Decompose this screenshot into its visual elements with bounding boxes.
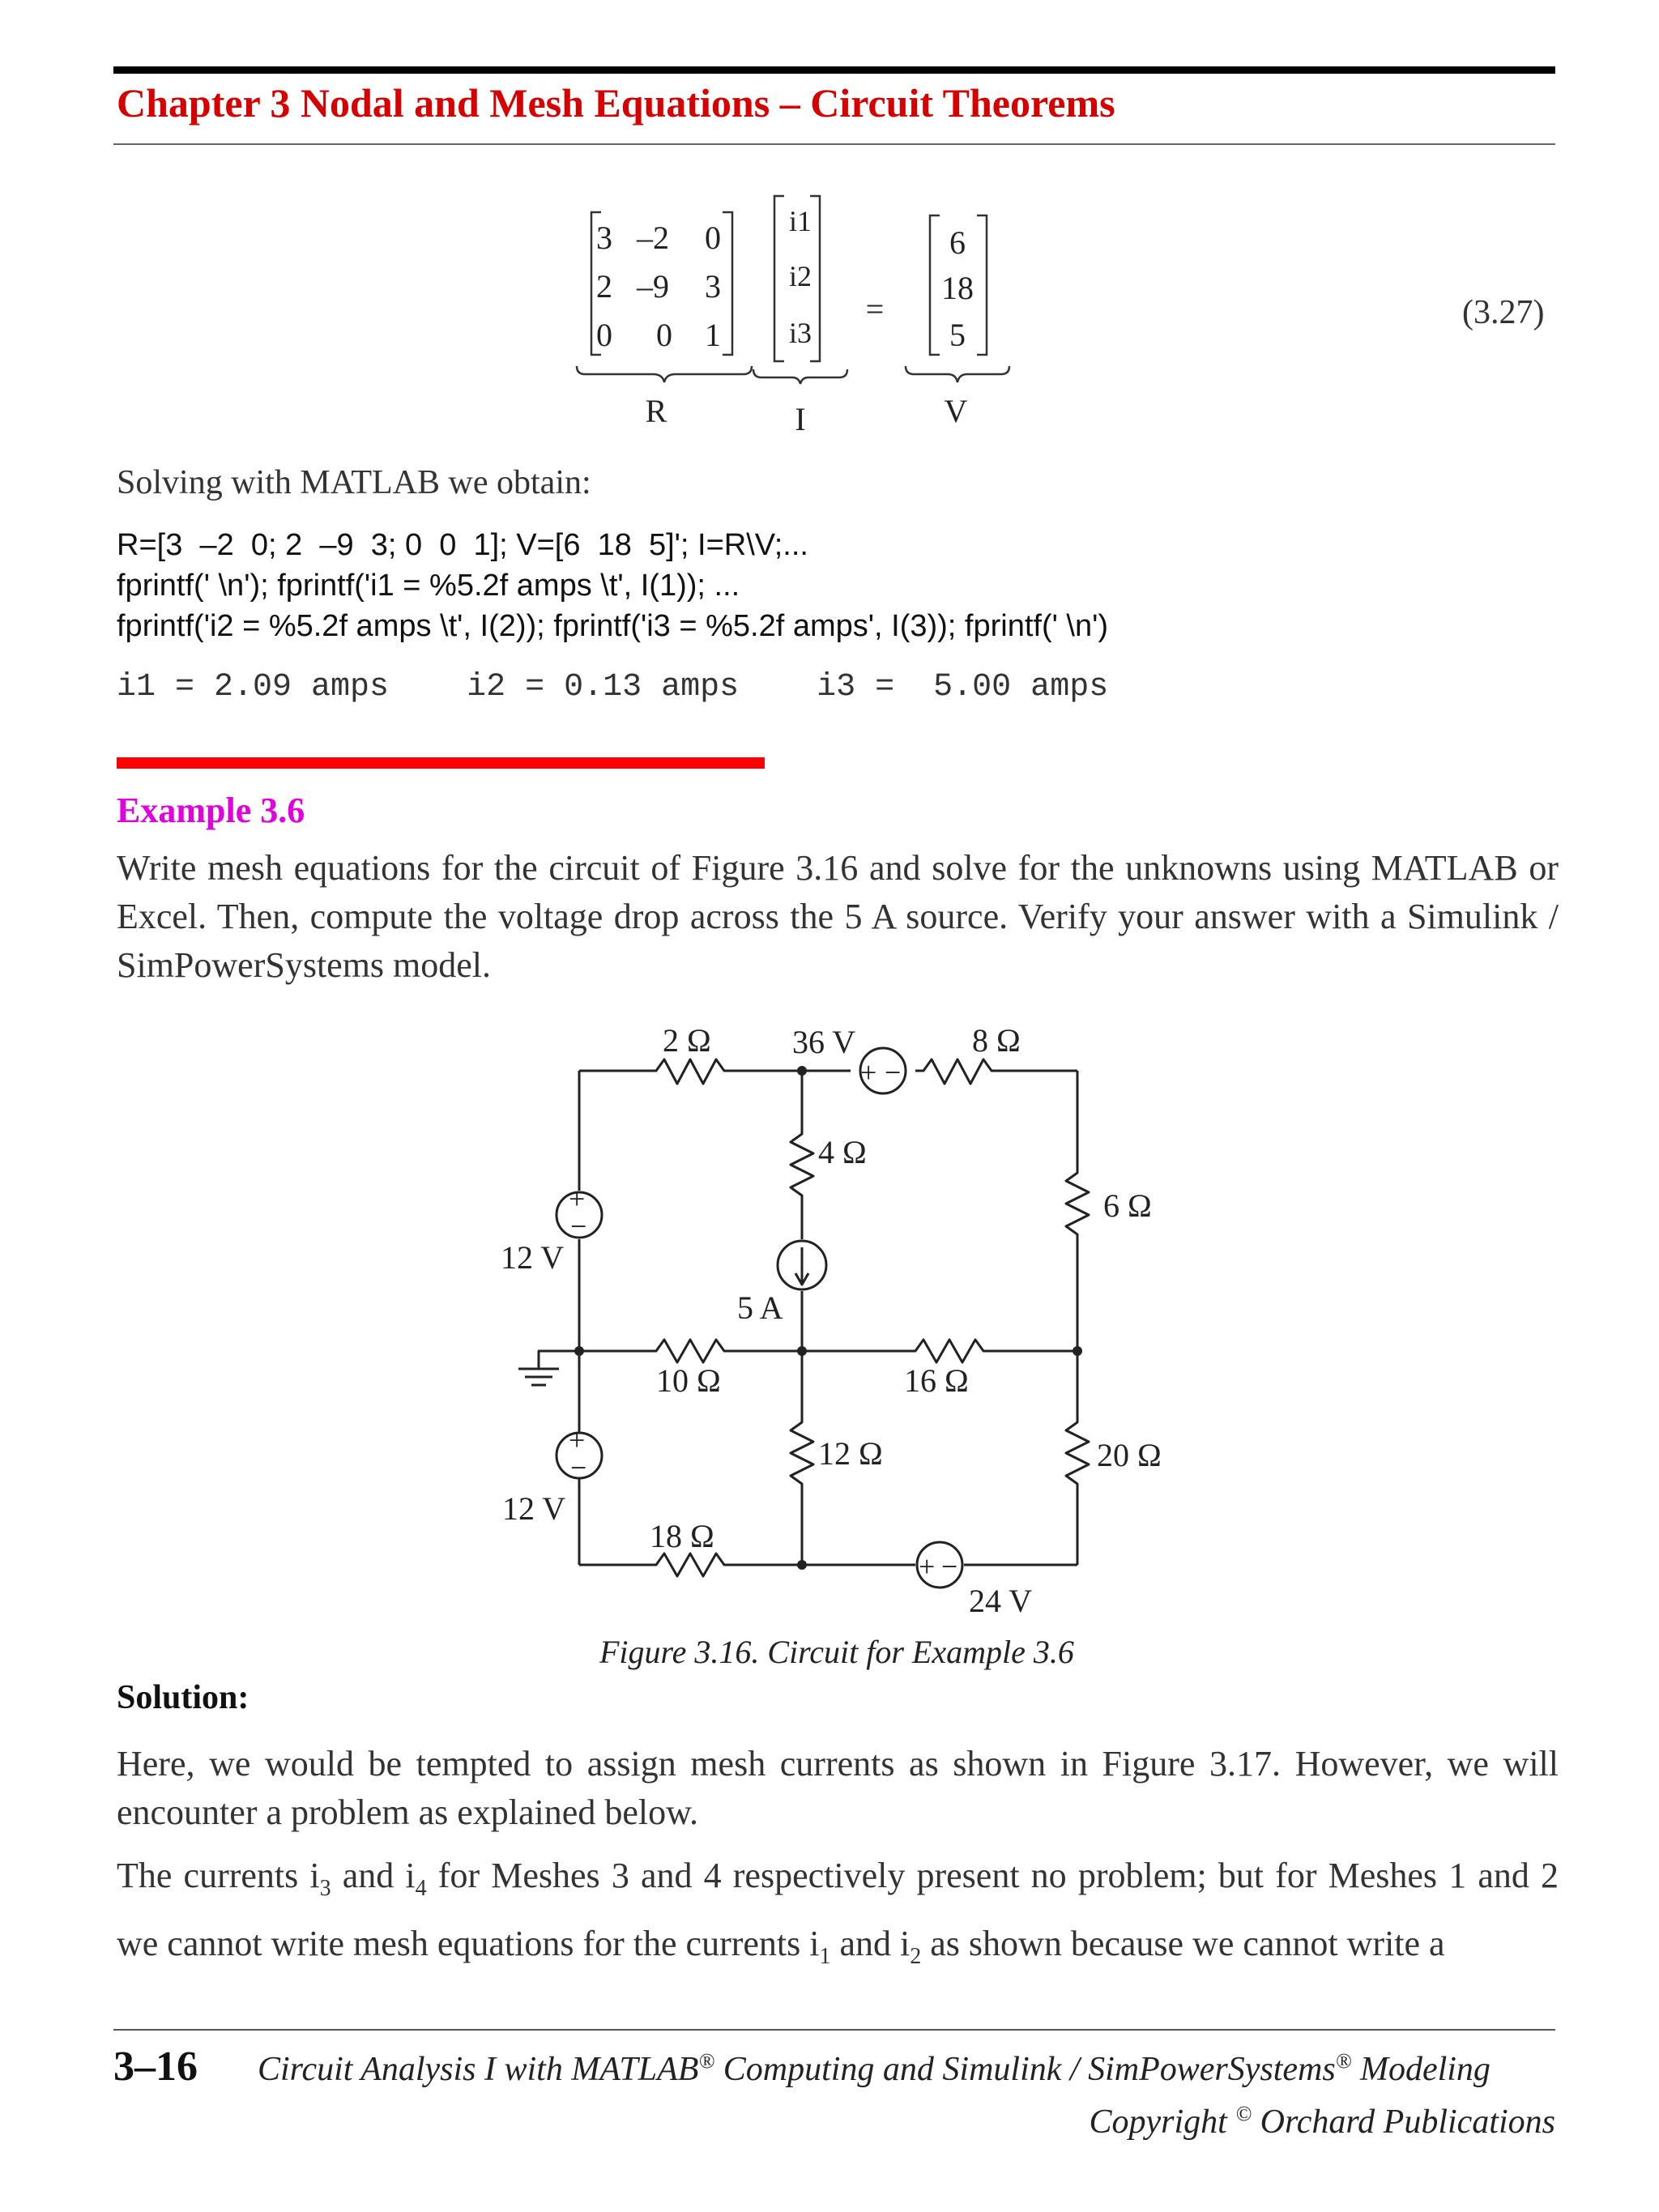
r-cell-12: –2 [637, 219, 669, 256]
figure-caption: Figure 3.16. Circuit for Example 3.6 [599, 1634, 1074, 1670]
para2-text-3: for Meshes 3 and 4 respectively present no problem; but for Meshes 1 and 2 we cannot write mesh equations for the currents i [117, 1856, 1559, 1963]
label-8ohm: 8 Ω [972, 1022, 1021, 1059]
footer-rule [113, 2029, 1555, 2031]
i-cell-1: i1 [788, 205, 812, 237]
v12a-minus: − [570, 1210, 587, 1242]
para2-sub-3: 1 [819, 1943, 831, 1969]
r-cell-31: 0 [596, 317, 612, 353]
copyright-text: Copyright [1089, 2103, 1236, 2141]
i-cell-2: i2 [788, 260, 812, 292]
page-number: 3–16 [113, 2044, 198, 2090]
book-title [258, 2049, 1491, 2089]
v12b-minus: − [570, 1451, 587, 1484]
code-line-2: fprintf(' \n'); fprintf('i1 = %5.2f amps \t', I(1)); ... [117, 569, 740, 603]
copyright-symbol: © [1235, 2102, 1252, 2125]
para2-text-4: and i [830, 1923, 911, 1963]
label-12v-top: 12 V [501, 1239, 565, 1276]
label-12ohm: 12 Ω [818, 1435, 883, 1472]
v-cell-1: 6 [949, 224, 966, 261]
solution-paragraph-2 [117, 1848, 1559, 1984]
label-24v: 24 V [969, 1583, 1033, 1619]
solving-text: Solving with MATLAB we obtain: [117, 464, 591, 501]
v24-minus: − [941, 1550, 958, 1583]
equals-sign: = [865, 291, 885, 327]
para2-sub-4: 2 [910, 1943, 922, 1969]
example-title: Example 3.6 [117, 791, 305, 830]
para2-text-2: and i [331, 1856, 416, 1895]
v12a-plus: + [569, 1183, 586, 1215]
solution-paragraph-1: Here, we would be tempted to assign mesh currents as shown in Figure 3.17. However, we will encounter a problem as explained below. [117, 1744, 1559, 1832]
label-16ohm: 16 Ω [904, 1362, 969, 1399]
output-line: i1 = 2.09 amps i2 = 0.13 amps i3 = 5.00 amps [117, 669, 1109, 705]
para2-text-5: as shown because we cannot write a [921, 1923, 1445, 1963]
label-6ohm: 6 Ω [1103, 1187, 1152, 1224]
equation-number: (3.27) [1462, 294, 1545, 331]
publisher-name: Orchard Publications [1252, 2103, 1555, 2141]
example-text: Write mesh equations for the circuit of Figure 3.16 and solve for the unknowns using MATLAB or Excel. Then, compute the voltage drop across the 5 A source. Verify your answer with a Simulink / SimPowerSystems model. [117, 848, 1559, 985]
label-5a: 5 A [737, 1289, 783, 1326]
solution-heading: Solution: [117, 1679, 249, 1716]
matrix-label-v: V [944, 393, 968, 429]
v-cell-3: 5 [949, 317, 966, 353]
v36-plus: + [860, 1056, 877, 1089]
label-4ohm: 4 Ω [818, 1134, 867, 1170]
r-cell-23: 3 [705, 268, 721, 305]
matrix-label-i: I [795, 401, 806, 437]
para2-sub-1: 3 [319, 1875, 331, 1901]
i-cell-3: i3 [788, 317, 812, 349]
r-cell-13: 0 [705, 219, 721, 256]
para2-text-1: The currents i [117, 1856, 320, 1895]
label-20ohm: 20 Ω [1097, 1437, 1162, 1473]
copyright-line [1090, 2102, 1555, 2142]
book-title-part-3: Modeling [1351, 2051, 1491, 2088]
v36-minus: − [885, 1056, 902, 1089]
book-title-part-1: Circuit Analysis I with MATLAB [258, 2051, 699, 2088]
registered-mark-1: ® [698, 2049, 715, 2073]
v24-plus: + [919, 1550, 936, 1583]
registered-mark-2: ® [1335, 2049, 1352, 2073]
label-2ohm: 2 Ω [663, 1022, 711, 1059]
v-cell-2: 18 [941, 270, 974, 306]
label-10ohm: 10 Ω [656, 1362, 721, 1399]
label-36v: 36 V [792, 1024, 856, 1060]
r-cell-33: 1 [705, 317, 721, 353]
label-12v-bottom: 12 V [502, 1490, 566, 1527]
label-18ohm: 18 Ω [650, 1518, 714, 1554]
para2-sub-2: 4 [415, 1875, 427, 1901]
r-cell-32: 0 [656, 317, 672, 353]
book-title-part-2: Computing and Simulink / SimPowerSystems [714, 2051, 1336, 2088]
r-cell-22: –9 [637, 268, 669, 305]
r-cell-21: 2 [596, 268, 612, 305]
chapter-title: Chapter 3 Nodal and Mesh Equations – Circuit Theorems [117, 80, 1115, 126]
code-line-1: R=[3 –2 0; 2 –9 3; 0 0 1]; V=[6 18 5]'; I=R\V;... [117, 528, 808, 562]
v12b-plus: + [569, 1424, 586, 1456]
r-cell-11: 3 [596, 219, 612, 256]
matrix-label-r: R [645, 393, 667, 429]
code-line-3: fprintf('i2 = %5.2f amps \t', I(2)); fprintf('i3 = %5.2f amps', I(3)); fprintf(' \n') [117, 609, 1109, 643]
